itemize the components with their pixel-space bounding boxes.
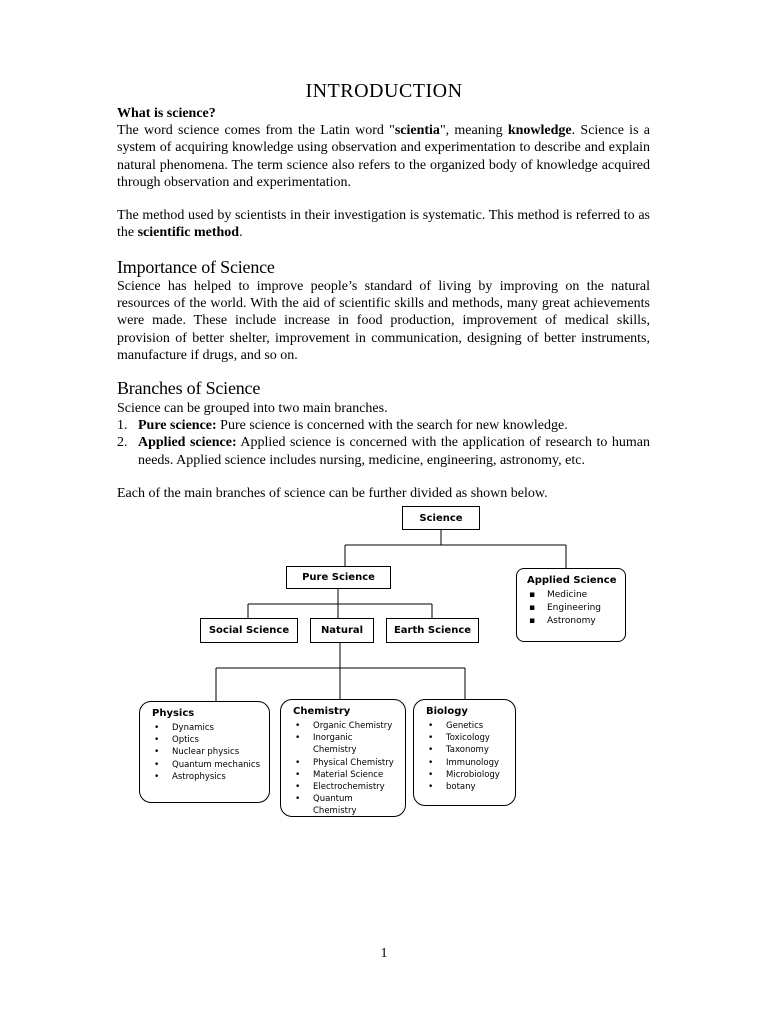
- importance-paragraph: [117, 278, 650, 364]
- list-item: [117, 434, 650, 468]
- biology-list: [426, 720, 507, 793]
- importance-text: Science has helped to improve people’s standard of living by improving on the natural resources of the world. With the aid of scientific skills and methods, many great achievements were made. These include increase in food production, improvement of medical skills, provision of better shelter, improvement in communication, designing of better instruments, manufacture if drugs, and so on.: [117, 279, 650, 363]
- node-social-science: Social Science: [200, 618, 298, 643]
- question-heading: What is science?: [117, 106, 216, 121]
- text-run: ", meaning: [439, 123, 508, 139]
- list-item: • Organic Chemistry: [293, 720, 397, 732]
- list-term: Applied science:: [138, 435, 237, 451]
- list-term: Pure science:: [138, 418, 217, 434]
- node-title: Biology: [426, 706, 468, 717]
- list-item: • Nuclear physics: [152, 746, 261, 758]
- term-scientia: scientia: [394, 123, 440, 139]
- branches-heading: Branches of Science: [117, 378, 261, 398]
- branches-intro: Science can be grouped into two main branches.: [117, 401, 388, 416]
- node-science: Science: [402, 506, 480, 530]
- list-item: • botany: [426, 781, 507, 793]
- list-item: • Microbiology: [426, 769, 507, 781]
- list-item: • Material Science: [293, 769, 397, 781]
- list-item: • Optics: [152, 734, 261, 746]
- node-chemistry: [280, 699, 406, 817]
- text-run: . Science is a system of acquiring knowledge using observation and experimentation to describe and explain natural phenomena. The term science also refers to the organized body of knowledge acquired through observation and experimentation.: [117, 123, 650, 190]
- list-item: • Inorganic Chemistry: [293, 732, 397, 756]
- applied-list: [527, 589, 617, 628]
- definition-paragraph: [117, 122, 650, 191]
- list-number: 1.: [117, 418, 128, 434]
- term-scientific-method: scientific method: [137, 225, 240, 241]
- list-number: 2.: [117, 435, 128, 451]
- what-is-science-section: [117, 105, 650, 191]
- list-item: • Physical Chemistry: [293, 757, 397, 769]
- node-biology: [413, 699, 516, 806]
- text-run: .: [239, 225, 243, 241]
- node-title: Applied Science: [527, 575, 617, 586]
- node-title: Chemistry: [293, 706, 351, 717]
- list-item: [117, 417, 650, 434]
- list-item: • Quantum Chemistry: [293, 793, 397, 817]
- list-item: • Quantum mechanics: [152, 759, 261, 771]
- method-paragraph: [117, 207, 650, 241]
- branches-section: [117, 400, 650, 469]
- list-item: • Electrochemistry: [293, 781, 397, 793]
- node-pure-science: Pure Science: [286, 566, 391, 589]
- list-text: Applied science is concerned with the application of research to human needs. Applied science includes nursing, medicine, engineering, astronomy, etc.: [138, 435, 650, 468]
- branches-outro: Each of the main branches of science can be further divided as shown below.: [117, 486, 548, 501]
- node-applied-science: [516, 568, 626, 642]
- list-item: • Astrophysics: [152, 771, 261, 783]
- importance-heading: Importance of Science: [117, 257, 275, 277]
- text-run: The word science comes from the Latin word ": [117, 123, 395, 139]
- node-natural: Natural: [310, 618, 374, 643]
- page-number: 1: [380, 946, 388, 961]
- node-physics: [139, 701, 270, 803]
- text-run: The method used by scientists in their investigation is systematic. This method is referred to as the: [117, 208, 650, 241]
- list-item: • Taxonomy: [426, 744, 507, 756]
- list-item: ▪ Medicine: [527, 589, 617, 602]
- physics-list: [152, 722, 261, 783]
- node-earth-science: Earth Science: [386, 618, 479, 643]
- list-item: • Immunology: [426, 757, 507, 769]
- page-title: INTRODUCTION: [305, 80, 463, 102]
- list-item: ▪ Astronomy: [527, 615, 617, 628]
- list-text: Pure science is concerned with the search for new knowledge.: [216, 418, 568, 434]
- node-title: Physics: [152, 708, 195, 719]
- chemistry-list: [293, 720, 397, 818]
- term-knowledge: knowledge: [507, 123, 572, 139]
- list-item: • Genetics: [426, 720, 507, 732]
- list-item: • Toxicology: [426, 732, 507, 744]
- list-item: ▪ Engineering: [527, 602, 617, 615]
- list-item: • Dynamics: [152, 722, 261, 734]
